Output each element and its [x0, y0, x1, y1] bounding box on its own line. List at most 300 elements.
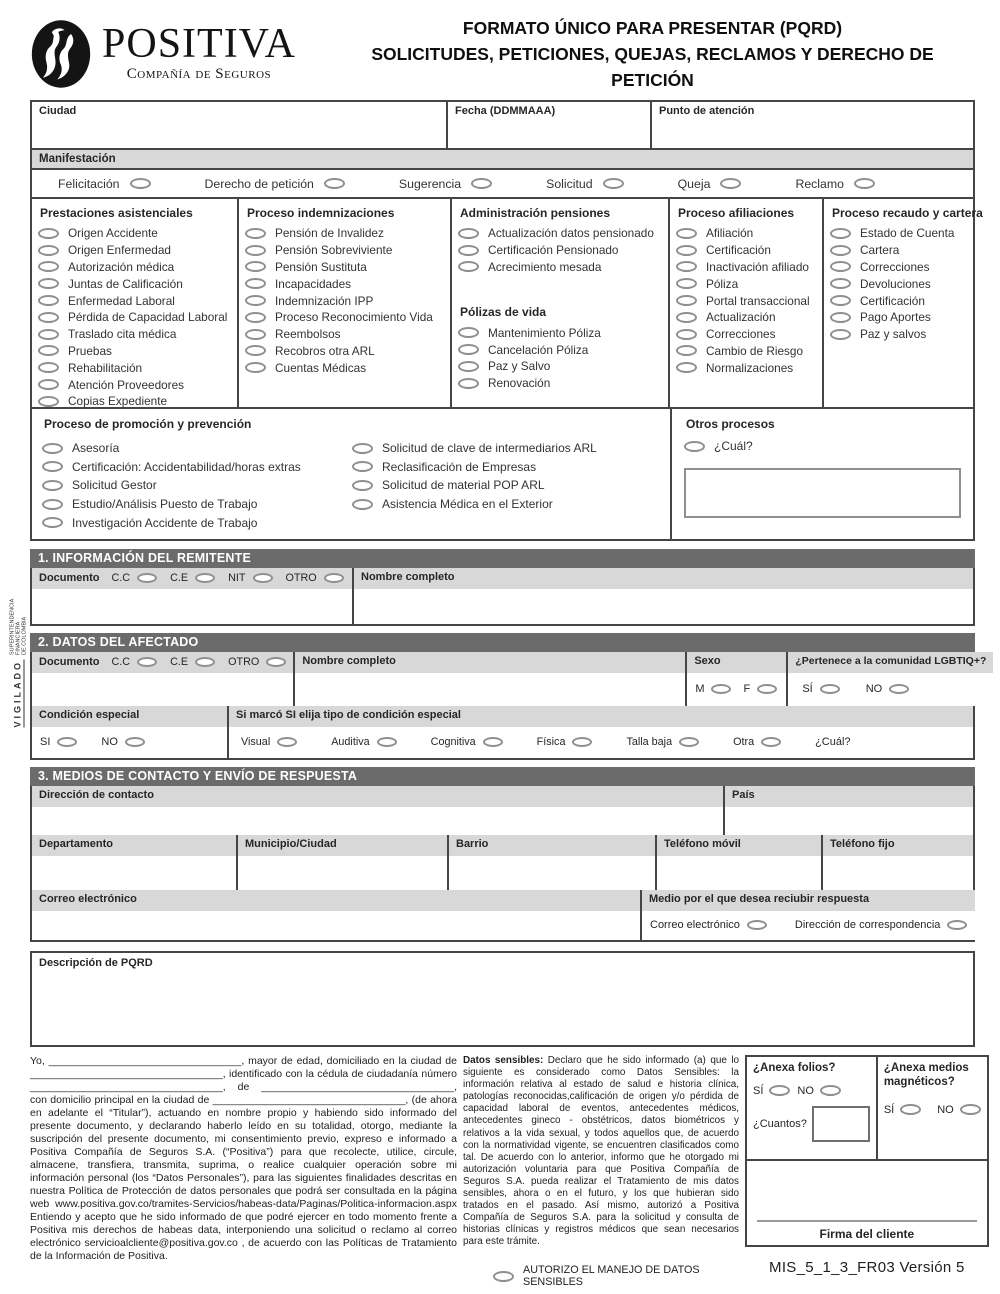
- process-option: [830, 326, 983, 343]
- option-label: ¿Cuál?: [714, 439, 753, 454]
- condition-type-option: [431, 736, 503, 748]
- radio-oval[interactable]: [458, 361, 479, 372]
- process-option: [830, 225, 983, 242]
- radio-oval[interactable]: [245, 312, 266, 323]
- section3: [30, 767, 975, 942]
- condition-no-option: [101, 736, 145, 748]
- radio-oval[interactable]: [324, 178, 345, 189]
- process-option: [830, 259, 983, 276]
- process-option: [352, 458, 660, 477]
- radio-oval[interactable]: [38, 245, 59, 256]
- section1-title: 1. INFORMACIÓN DEL REMITENTE: [30, 549, 975, 568]
- option-label: SÍ: [802, 683, 813, 696]
- process-option: [352, 476, 660, 495]
- option-label: Solicitud de material POP ARL: [382, 478, 545, 493]
- radio-oval[interactable]: [458, 245, 479, 256]
- radio-oval[interactable]: [820, 1085, 841, 1096]
- option-label: Visual: [241, 736, 271, 749]
- radio-oval[interactable]: [747, 920, 767, 930]
- date-label: Fecha (DDMMAAA): [455, 105, 556, 117]
- radio-oval[interactable]: [38, 396, 59, 407]
- radio-oval[interactable]: [130, 178, 151, 189]
- annex-column: [745, 1055, 989, 1289]
- radio-oval[interactable]: [676, 362, 697, 373]
- option-label: Pensión de Invalidez: [275, 226, 384, 241]
- document-type-option: [228, 656, 286, 668]
- otros-procesos-input[interactable]: [684, 468, 961, 518]
- radio-oval[interactable]: [352, 499, 373, 510]
- option-label: Física: [536, 736, 566, 749]
- radio-oval[interactable]: [324, 573, 344, 583]
- radio-oval[interactable]: [900, 1104, 921, 1115]
- radio-oval[interactable]: [820, 684, 840, 694]
- option-label: Proceso Reconocimiento Vida: [275, 310, 433, 325]
- radio-oval[interactable]: [253, 573, 273, 583]
- sensitive-data-column: [463, 1055, 739, 1289]
- radio-oval[interactable]: [38, 379, 59, 390]
- condition-type-option: [626, 736, 699, 748]
- option-label: NO: [865, 683, 883, 696]
- vigilado-label: VIGILADO: [12, 659, 23, 728]
- attention-point-label: Punto de atención: [659, 105, 755, 117]
- option-label: C.C: [111, 572, 131, 585]
- superintendencia-label: SUPERINTENDENCIA FINANCIERA DE COLOMBIA: [9, 599, 28, 655]
- option-label: Correcciones: [706, 327, 776, 342]
- section2-name-cell: [295, 652, 687, 706]
- email-label: Correo electrónico: [32, 890, 640, 911]
- radio-oval[interactable]: [458, 327, 479, 338]
- email-cell: [32, 890, 642, 940]
- option-label: Renovación: [488, 376, 551, 391]
- neighborhood-label: Barrio: [449, 835, 655, 856]
- option-label: Póliza: [706, 276, 739, 291]
- option-label: F: [743, 683, 751, 696]
- condition-type-option: [733, 736, 781, 748]
- process-option: [458, 225, 662, 242]
- option-label: Dirección de correspondencia: [794, 919, 941, 932]
- document-type-option: [170, 656, 215, 668]
- option-list: [245, 225, 444, 376]
- radio-oval[interactable]: [245, 345, 266, 356]
- form-code: MIS_5_1_3_FR03 Versión 5: [769, 1258, 965, 1276]
- option-label: Devoluciones: [860, 276, 931, 291]
- sex-female-option: [743, 683, 777, 695]
- option-label: Cognitiva: [430, 736, 476, 749]
- process-option: [38, 275, 231, 292]
- process-option: [38, 359, 231, 376]
- radio-oval[interactable]: [676, 245, 697, 256]
- option-label: Enfermedad Laboral: [68, 293, 175, 308]
- magnetic-no-option: [937, 1104, 981, 1116]
- radio-oval[interactable]: [676, 345, 697, 356]
- municipality-cell: [238, 835, 449, 890]
- condition-type-list: [241, 736, 781, 748]
- manifestacion-options: [32, 170, 973, 197]
- attention-point-field[interactable]: [652, 102, 973, 148]
- brand-name: POSITIVA: [102, 21, 296, 68]
- positiva-logo: [30, 18, 330, 90]
- process-option: [245, 292, 444, 309]
- condition-cual-label: ¿Cuál?: [815, 736, 851, 749]
- manifestacion-option: [205, 177, 345, 191]
- section2-sex-cell: [687, 652, 788, 706]
- option-label: Reclasificación de Empresas: [382, 459, 537, 474]
- landline-cell: [823, 835, 973, 890]
- special-condition-options: [32, 727, 227, 758]
- section1-document-cell: [32, 568, 354, 624]
- folios-count: [753, 1106, 870, 1142]
- promocion-section: [32, 409, 670, 539]
- process-option: [458, 341, 662, 358]
- radio-oval[interactable]: [471, 178, 492, 189]
- process-option: [38, 292, 231, 309]
- process-option: [38, 326, 231, 343]
- radio-oval[interactable]: [458, 344, 479, 355]
- option-label: Sugerencia: [398, 176, 462, 191]
- radio-oval[interactable]: [137, 573, 157, 583]
- radio-oval[interactable]: [245, 261, 266, 272]
- radio-oval[interactable]: [676, 228, 697, 239]
- sensitive-data-text: Datos sensibles: Declaro que he sido informado (a) que lo siguiente es considerado como Datos Sensibles: la información relativa al estado de salud e historia clínica, patologías reconocidas,calificación de origen y/o pérdida de capacidad laboral de eventos, antecedentes médicos, antecedentes gineco - obstétricos, datos biométricos y relativos a la vida sexual, y todos aquellos que, de acuerdo con la normatividad vigente, se encuentren clasificados como tal. De acuerdo con lo anterior, informo que he otorgado mi autorización voluntaria para que Positiva Compañía de Seguros S.A. pueda realizar el Tratamiento de mis datos sensibles, ahora o en el futuro, y los que hubieran sido tratados en el pasado. Así mismo, autorizó a Positiva Compañía de Seguros S.A. para la solicitud y consulta de historias clínicas y registros médicos que sean necesarios para este trámite.: [463, 1054, 739, 1248]
- sex-options: [687, 673, 786, 706]
- radio-oval[interactable]: [245, 295, 266, 306]
- process-option: [676, 225, 816, 242]
- option-label: OTRO: [285, 572, 317, 585]
- radio-oval[interactable]: [38, 329, 59, 340]
- signature-label: Firma del cliente: [819, 1226, 915, 1241]
- section2-lgbtiq-cell: [788, 652, 993, 706]
- landline-input[interactable]: [823, 856, 973, 890]
- column-title: Prestaciones asistenciales: [40, 206, 193, 220]
- manifestacion-option: [795, 177, 875, 191]
- option-label: Reembolsos: [275, 327, 341, 342]
- option-label: Certificación Pensionado: [488, 243, 619, 258]
- option-list: [830, 225, 983, 343]
- pqrd-description-label: Descripción de PQRD: [39, 956, 153, 969]
- process-option: [676, 275, 816, 292]
- radio-oval[interactable]: [352, 443, 373, 454]
- annex-folios-question: ¿Anexa folios?: [753, 1061, 836, 1074]
- option-list: [676, 225, 816, 376]
- form-header: [30, 0, 975, 100]
- radio-oval[interactable]: [137, 657, 157, 667]
- process-option: [458, 375, 662, 392]
- department-cell: [32, 835, 238, 890]
- radio-oval[interactable]: [458, 378, 479, 389]
- option-label: C.E: [170, 572, 189, 585]
- signature-box[interactable]: [745, 1159, 989, 1247]
- promocion-left-list: [42, 439, 352, 532]
- document-label: Documento: [39, 656, 100, 669]
- option-label: Juntas de Calificación: [68, 276, 183, 291]
- signature-line: [757, 1220, 977, 1222]
- radio-oval[interactable]: [676, 312, 697, 323]
- radio-oval[interactable]: [266, 657, 286, 667]
- radio-oval[interactable]: [38, 228, 59, 239]
- option-label: Actualización: [706, 310, 776, 325]
- option-label: Pensión Sustituta: [275, 259, 367, 274]
- option-label: Incapacidades: [275, 276, 352, 291]
- radio-oval[interactable]: [42, 517, 63, 528]
- option-label: Cambio de Riesgo: [706, 343, 804, 358]
- promocion-title: Proceso de promoción y prevención: [44, 417, 252, 431]
- option-label: Inactivación afiliado: [706, 259, 809, 274]
- country-label: País: [725, 786, 973, 807]
- option-label: Reclamo: [795, 176, 844, 191]
- process-option: [245, 326, 444, 343]
- option-label: Recobros otra ARL: [275, 343, 375, 358]
- document-type-option: [286, 572, 344, 584]
- option-label: NIT: [228, 572, 246, 585]
- special-condition-cell: [32, 706, 229, 758]
- option-label: Solicitud de clave de intermediarios ARL: [382, 441, 597, 456]
- manifestacion-block: [30, 148, 975, 199]
- condition-type-option: [241, 736, 297, 748]
- process-option: [830, 309, 983, 326]
- contact-address-label: Dirección de contacto: [32, 786, 723, 807]
- process-option: [245, 309, 444, 326]
- pqrd-description-box[interactable]: [30, 951, 975, 1047]
- option-label: Estudio/Análisis Puesto de Trabajo: [72, 497, 258, 512]
- process-option: [245, 259, 444, 276]
- process-option: [38, 309, 231, 326]
- radio-oval[interactable]: [38, 278, 59, 289]
- option-label: Origen Accidente: [68, 226, 158, 241]
- radio-oval[interactable]: [757, 684, 777, 694]
- vigilado-watermark: [9, 583, 29, 728]
- process-option: [830, 275, 983, 292]
- mobile-phone-input[interactable]: [657, 856, 821, 890]
- document-type-option: [170, 572, 215, 584]
- radio-oval[interactable]: [483, 737, 503, 747]
- legal-area: [30, 1055, 975, 1289]
- radio-oval[interactable]: [676, 278, 697, 289]
- option-label: Pago Aportes: [860, 310, 931, 325]
- radio-oval[interactable]: [493, 1271, 514, 1282]
- magnetic-yes-option: [884, 1104, 921, 1116]
- radio-oval[interactable]: [458, 261, 479, 272]
- radio-oval[interactable]: [830, 228, 851, 239]
- manifestacion-option: [399, 177, 492, 191]
- radio-oval[interactable]: [38, 295, 59, 306]
- radio-oval[interactable]: [830, 312, 851, 323]
- radio-oval[interactable]: [769, 1085, 790, 1096]
- response-medium-option: [650, 919, 767, 931]
- form-title-line2: SOLICITUDES, PETICIONES, QUEJAS, RECLAMOS Y DERECHO DE PETICIÓN: [371, 43, 934, 91]
- radio-oval[interactable]: [889, 684, 909, 694]
- lgbtiq-label: ¿Pertenece a la comunidad LGBTIQ+?: [788, 652, 993, 673]
- option-label: Certificación: [706, 243, 771, 258]
- otros-procesos-title: Otros procesos: [686, 417, 775, 431]
- country-input[interactable]: [725, 807, 973, 835]
- option-label: Actualización datos pensionado: [488, 226, 654, 241]
- radio-oval[interactable]: [676, 295, 697, 306]
- process-option: [458, 358, 662, 375]
- process-option: [676, 359, 816, 376]
- department-input[interactable]: [32, 856, 236, 890]
- option-label: Autorización médica: [68, 259, 175, 274]
- radio-oval[interactable]: [245, 329, 266, 340]
- option-label: Certificación: [860, 293, 925, 308]
- radio-oval[interactable]: [42, 480, 63, 491]
- special-condition-label: Condición especial: [32, 706, 227, 727]
- option-label: Normalizaciones: [706, 360, 794, 375]
- response-medium-options: [642, 911, 975, 940]
- sender-document-input[interactable]: [32, 589, 352, 624]
- process-option: [352, 495, 660, 514]
- condition-yes-option: [40, 736, 77, 748]
- document-type-option: [228, 572, 272, 584]
- department-label: Departamento: [32, 835, 236, 856]
- document-type-option: [112, 572, 158, 584]
- radio-oval[interactable]: [572, 737, 592, 747]
- process-option: [676, 259, 816, 276]
- radio-oval[interactable]: [854, 178, 875, 189]
- radio-oval[interactable]: [960, 1104, 981, 1115]
- section2-title: 2. DATOS DEL AFECTADO: [30, 633, 975, 652]
- top-fields-table: [30, 100, 975, 150]
- process-option: [676, 309, 816, 326]
- radio-oval[interactable]: [38, 362, 59, 373]
- city-field[interactable]: [32, 102, 448, 148]
- option-label: Pérdida de Capacidad Laboral: [68, 310, 228, 325]
- option-label: SI: [40, 736, 51, 749]
- radio-oval[interactable]: [57, 737, 77, 747]
- process-option: [458, 242, 662, 259]
- radio-oval[interactable]: [947, 920, 967, 930]
- email-input[interactable]: [32, 911, 640, 940]
- manifestacion-option: [58, 177, 151, 191]
- radio-oval[interactable]: [277, 737, 297, 747]
- radio-oval[interactable]: [352, 480, 373, 491]
- radio-oval[interactable]: [38, 345, 59, 356]
- option-label: SÍ: [883, 1103, 895, 1116]
- radio-oval[interactable]: [830, 329, 851, 340]
- radio-oval[interactable]: [245, 245, 266, 256]
- radio-oval[interactable]: [38, 312, 59, 323]
- folios-count-input[interactable]: [812, 1106, 870, 1142]
- radio-oval[interactable]: [42, 461, 63, 472]
- otros-cual-option: [684, 437, 961, 456]
- option-label: Correcciones: [860, 259, 930, 274]
- process-option: [42, 476, 352, 495]
- section2: [30, 633, 987, 760]
- annex-magnetic-box: [876, 1055, 989, 1161]
- municipality-label: Municipio/Ciudad: [238, 835, 447, 856]
- promocion-otros-block: [30, 407, 975, 541]
- neighborhood-input[interactable]: [449, 856, 655, 890]
- mobile-phone-label: Teléfono móvil: [657, 835, 821, 856]
- section3-title: 3. MEDIOS DE CONTACTO Y ENVÍO DE RESPUESTA: [30, 767, 975, 786]
- column-title: Proceso afiliaciones: [678, 206, 795, 220]
- radio-oval[interactable]: [377, 737, 397, 747]
- document-type-options: [112, 572, 344, 584]
- condition-type-option: [331, 736, 396, 748]
- manifestacion-label: Manifestación: [32, 150, 973, 170]
- annex-magnetic-question: ¿Anexa medios magnéticos?: [883, 1061, 969, 1088]
- radio-oval[interactable]: [830, 245, 851, 256]
- affected-name-input[interactable]: [295, 673, 685, 706]
- process-option: [245, 275, 444, 292]
- folios-count-label: ¿Cuantos?: [753, 1117, 807, 1130]
- section1: [30, 549, 975, 626]
- option-label: Afiliación: [706, 226, 754, 241]
- radio-oval[interactable]: [684, 441, 705, 452]
- option-label: Derecho de petición: [204, 176, 314, 191]
- option-list: [458, 225, 662, 275]
- radio-oval[interactable]: [42, 499, 63, 510]
- condition-type-option: [537, 736, 593, 748]
- city-label: Ciudad: [39, 105, 77, 117]
- affected-document-input[interactable]: [32, 673, 293, 706]
- radio-oval[interactable]: [125, 737, 145, 747]
- option-list: [38, 225, 231, 410]
- radio-oval[interactable]: [42, 443, 63, 454]
- radio-oval[interactable]: [830, 261, 851, 272]
- option-label: Copias Expediente: [68, 394, 168, 409]
- promocion-right-list: [352, 439, 660, 532]
- radio-oval[interactable]: [720, 178, 741, 189]
- condition-type-cell: [229, 706, 973, 758]
- radio-oval[interactable]: [195, 657, 215, 667]
- mobile-phone-cell: [657, 835, 823, 890]
- response-medium-option: [795, 919, 968, 931]
- column-proceso-recaudo-cartera: [824, 199, 989, 407]
- radio-oval[interactable]: [245, 278, 266, 289]
- date-field[interactable]: [448, 102, 652, 148]
- authorize-sensitive-data: [493, 1264, 739, 1288]
- radio-oval[interactable]: [38, 261, 59, 272]
- radio-oval[interactable]: [676, 329, 697, 340]
- otros-procesos-section: [670, 409, 973, 539]
- radio-oval[interactable]: [711, 684, 731, 694]
- option-label: Cancelación Póliza: [488, 342, 589, 357]
- radio-oval[interactable]: [830, 295, 851, 306]
- option-label: Atención Proveedores: [68, 377, 185, 392]
- column-title: Administración pensiones: [460, 206, 611, 220]
- contact-address-input[interactable]: [32, 807, 723, 835]
- radio-oval[interactable]: [458, 228, 479, 239]
- radio-oval[interactable]: [352, 461, 373, 472]
- option-label: Otra: [733, 736, 755, 749]
- radio-oval[interactable]: [245, 362, 266, 373]
- polizas-vida-title: Pólizas de vida: [460, 305, 547, 320]
- radio-oval[interactable]: [603, 178, 624, 189]
- folios-yes-no: [753, 1085, 870, 1097]
- radio-oval[interactable]: [676, 261, 697, 272]
- section2-document-cell: [32, 652, 295, 706]
- radio-oval[interactable]: [679, 737, 699, 747]
- radio-oval[interactable]: [245, 228, 266, 239]
- section1-name-cell: [354, 568, 973, 624]
- sender-name-input[interactable]: [354, 589, 973, 624]
- municipality-input[interactable]: [238, 856, 447, 890]
- radio-oval[interactable]: [195, 573, 215, 583]
- process-option: [245, 343, 444, 360]
- option-label: Asesoría: [72, 441, 120, 456]
- annex-folios-box: [745, 1055, 878, 1161]
- full-name-label: Nombre completo: [295, 652, 685, 673]
- option-label: Felicitación: [58, 176, 120, 191]
- process-option: [676, 326, 816, 343]
- radio-oval[interactable]: [830, 278, 851, 289]
- radio-oval[interactable]: [761, 737, 781, 747]
- option-label: Mantenimiento Póliza: [488, 325, 601, 340]
- process-option: [38, 393, 231, 410]
- process-option: [245, 225, 444, 242]
- column-title: Proceso recaudo y cartera: [832, 206, 983, 220]
- response-medium-label: Medio por el que desea reciubir respuesta: [642, 890, 975, 911]
